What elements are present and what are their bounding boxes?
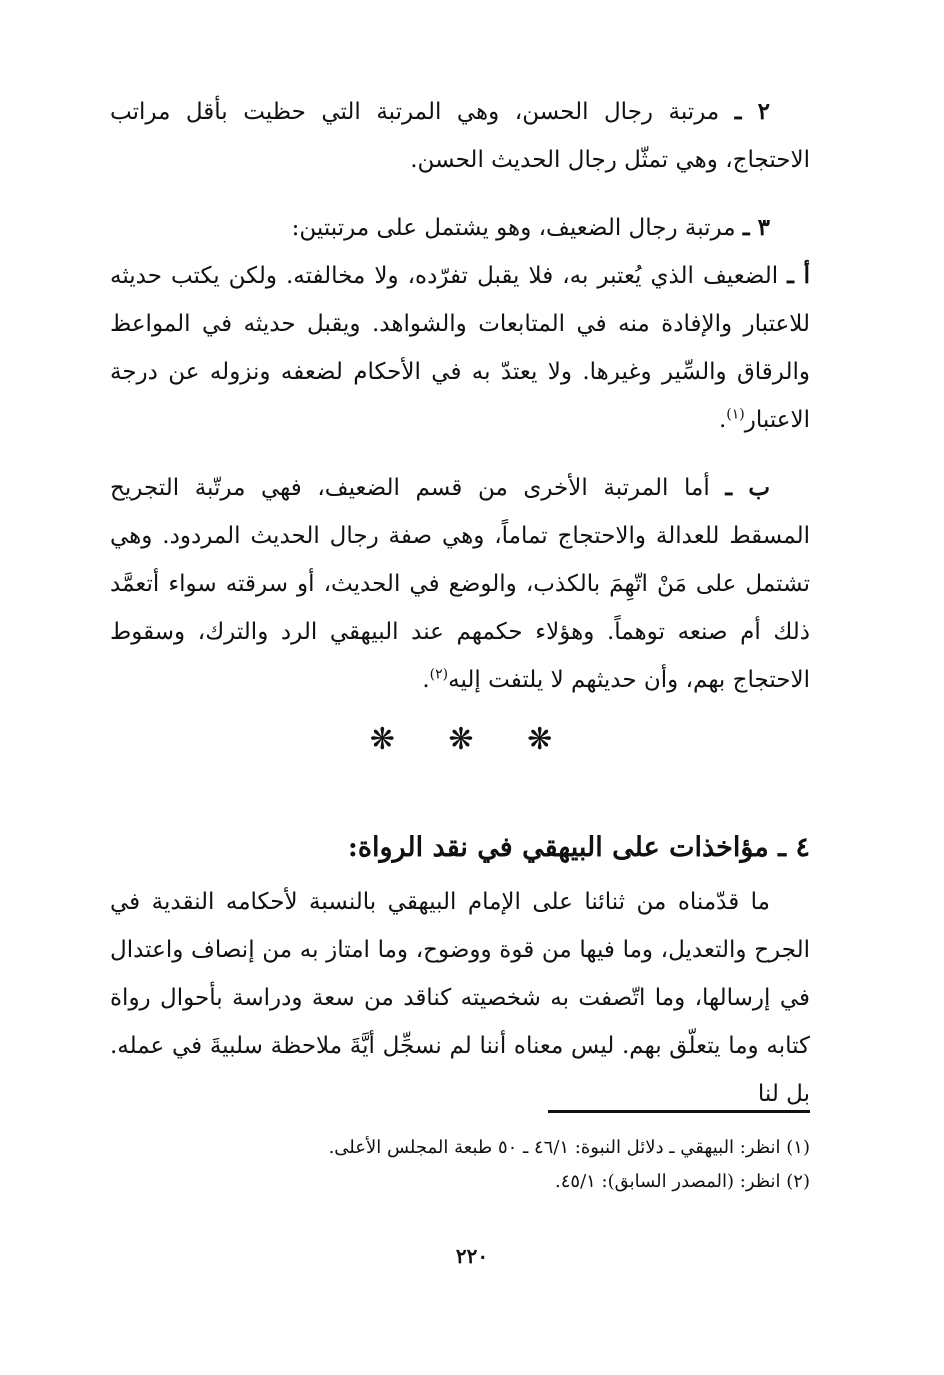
section-separator: ❋ ❋ ❋ [369,722,575,757]
paragraph-daif-second-sub [110,464,810,704]
paragraph-daif-rank [110,204,810,252]
item-number: ٢ ـ [734,98,770,125]
footnote-2: (٢) انظر: (المصدر السابق): ٤٥/١. [555,1171,810,1192]
page-number: ٢٢٠ [455,1244,489,1268]
paragraph-end: . [422,667,430,693]
section-heading: ٤ ـ مؤاخذات على البيهقي في نقد الرواة: [347,832,810,863]
main-text-lower [110,878,810,1118]
item-number: ٣ ـ [742,214,770,241]
item-letter: أ ـ [787,262,810,289]
footnote-divider [548,1110,810,1113]
footnote-ref-1[interactable]: (١) [726,406,745,423]
footnotes [110,1131,810,1199]
footnote-1: (١) انظر: البيهقي ـ دلائل النبوة: ٤٦/١ ـ ٥٠ طبعة المجلس الأعلى. [328,1137,810,1158]
paragraph-daif-first-sub [110,252,810,444]
paragraph-hasan-rank [110,88,810,184]
footnote-ref-2[interactable]: (٢) [429,666,449,683]
paragraph-text: مرتبة رجال الضعيف، وهو يشتمل على مرتبتين: [291,215,736,241]
item-letter: ب ـ [725,474,771,501]
paragraph-text: أما المرتبة الأخرى من قسم الضعيف، فهي مرتّبة التجريح المسقط للعدالة والاحتجاج تماماً، وهي صفة رجال الحديث المردود. وهي تشتمل على مَنْ اتّهِمَ بالكذب، والوضع في الحديث، أو سرقته سواء أتعمَّد ذلك أم صنعه توهماً. وهؤلاء حكمهم عند البيهقي الرد والترك، وسقوط الاحتجاج بهم، وأن حديثهم لا يلتفت إليه [110,475,810,693]
paragraph-text: الضعيف الذي يُعتبر به، فلا يقبل تفرّده، ولا مخالفته. ولكن يكتب حديثه للاعتبار والإفادة منه في المتابعات والشواهد. ويقبل حديثه في المواعظ والرقاق والسِّير وغيرها. ولا يعتدّ به في الأحكام لضعفه ونزوله عن درجة الاعتبار [110,263,810,433]
main-text-upper [110,88,810,704]
paragraph-end: . [718,407,727,433]
paragraph-text: مرتبة رجال الحسن، وهي المرتبة التي حظيت بأقل مراتب الاحتجاج، وهي تمثّل رجال الحديث الحسن. [110,99,810,173]
paragraph-critique-intro: ما قدّمناه من ثنائنا على الإمام البيهقي بالنسبة لأحكامه النقدية في الجرح والتعديل، وما فيها من قوة ووضوح، وما امتاز به من إنصاف واعتدال في إرسالها، وما اتّصفت به شخصيته كناقد من سعة ودراسة بأحوال رواة كتابه وما يتعلّق بهم. ليس معناه أننا لم نسجِّل أيَّةَ ملاحظة سلبيةَ في عمله. بل لنا [110,889,810,1107]
